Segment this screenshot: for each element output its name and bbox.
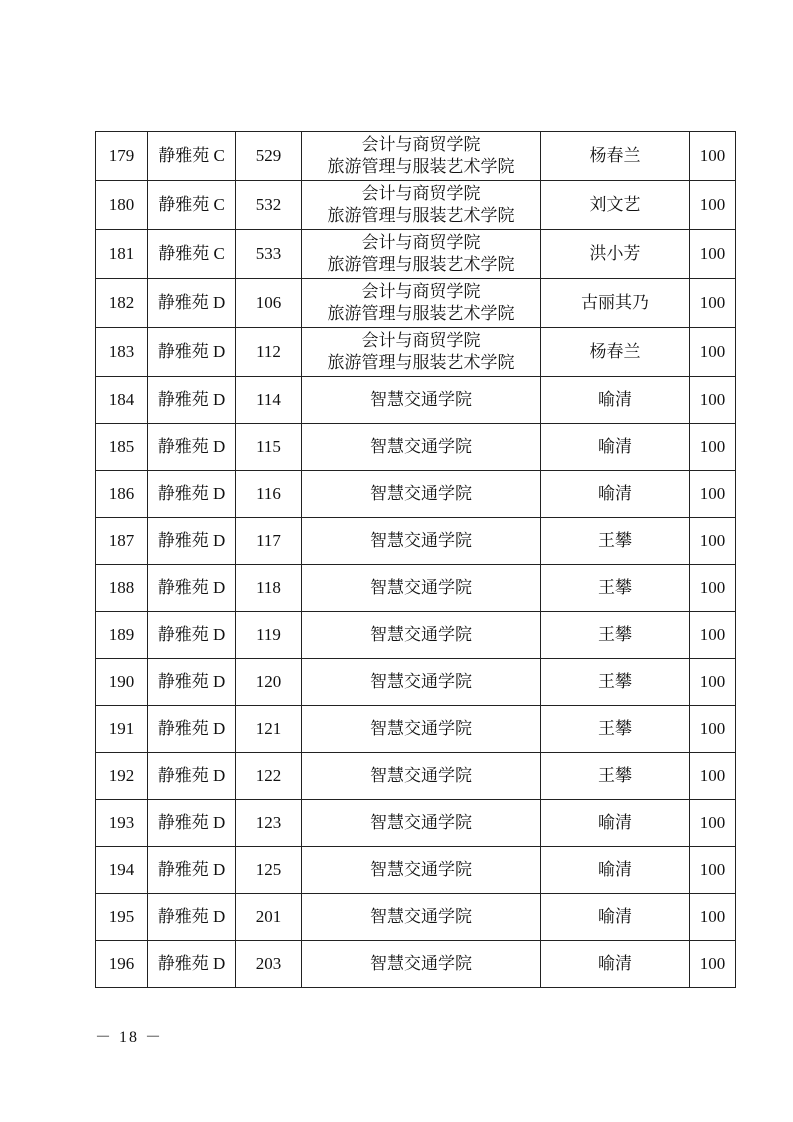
no-cell: 182 <box>96 279 148 328</box>
college-cell <box>302 612 541 659</box>
table-row <box>96 706 736 753</box>
room-cell: 115 <box>236 424 302 471</box>
person-cell: 古丽其乃 <box>541 279 690 328</box>
college-cell <box>302 230 541 279</box>
college-line: 会计与商贸学院 <box>361 135 481 154</box>
score-cell: 100 <box>690 753 736 800</box>
no-cell: 183 <box>96 328 148 377</box>
no-cell: 193 <box>96 800 148 847</box>
table-row <box>96 894 736 941</box>
no-cell: 191 <box>96 706 148 753</box>
person-cell: 喻清 <box>541 424 690 471</box>
college-line: 智慧交通学院 <box>370 860 472 879</box>
table-row <box>96 800 736 847</box>
building-cell: 静雅苑 C <box>148 230 236 279</box>
college-line: 智慧交通学院 <box>370 813 472 832</box>
college-line: 旅游管理与服装艺术学院 <box>327 255 515 274</box>
college-cell <box>302 279 541 328</box>
person-cell: 王攀 <box>541 659 690 706</box>
building-cell: 静雅苑 C <box>148 181 236 230</box>
score-cell: 100 <box>690 230 736 279</box>
college-line: 智慧交通学院 <box>370 531 472 550</box>
score-cell: 100 <box>690 800 736 847</box>
score-cell: 100 <box>690 181 736 230</box>
table-row <box>96 328 736 377</box>
college-line: 旅游管理与服装艺术学院 <box>327 353 515 372</box>
building-cell: 静雅苑 D <box>148 471 236 518</box>
building-cell: 静雅苑 D <box>148 753 236 800</box>
building-cell: 静雅苑 D <box>148 894 236 941</box>
no-cell: 187 <box>96 518 148 565</box>
table-row <box>96 565 736 612</box>
table-row <box>96 230 736 279</box>
college-line: 会计与商贸学院 <box>361 282 481 301</box>
score-cell: 100 <box>690 471 736 518</box>
table-row <box>96 181 736 230</box>
room-cell: 112 <box>236 328 302 377</box>
person-cell: 洪小芳 <box>541 230 690 279</box>
score-cell: 100 <box>690 518 736 565</box>
person-cell: 王攀 <box>541 706 690 753</box>
no-cell: 189 <box>96 612 148 659</box>
score-cell: 100 <box>690 659 736 706</box>
room-cell: 117 <box>236 518 302 565</box>
table-row <box>96 659 736 706</box>
person-cell: 喻清 <box>541 471 690 518</box>
building-cell: 静雅苑 D <box>148 424 236 471</box>
table-row <box>96 612 736 659</box>
person-cell: 王攀 <box>541 753 690 800</box>
score-cell: 100 <box>690 132 736 181</box>
building-cell: 静雅苑 D <box>148 612 236 659</box>
room-cell: 203 <box>236 941 302 988</box>
score-cell: 100 <box>690 377 736 424</box>
person-cell: 王攀 <box>541 565 690 612</box>
college-line: 会计与商贸学院 <box>361 233 481 252</box>
room-cell: 116 <box>236 471 302 518</box>
college-cell <box>302 753 541 800</box>
person-cell: 杨春兰 <box>541 328 690 377</box>
college-line: 智慧交通学院 <box>370 672 472 691</box>
room-cell: 532 <box>236 181 302 230</box>
score-cell: 100 <box>690 847 736 894</box>
person-cell: 喻清 <box>541 800 690 847</box>
college-line: 智慧交通学院 <box>370 954 472 973</box>
college-line: 智慧交通学院 <box>370 907 472 926</box>
person-cell: 杨春兰 <box>541 132 690 181</box>
table-row <box>96 941 736 988</box>
college-cell <box>302 518 541 565</box>
college-cell <box>302 894 541 941</box>
score-cell: 100 <box>690 424 736 471</box>
no-cell: 192 <box>96 753 148 800</box>
table-row <box>96 471 736 518</box>
person-cell: 王攀 <box>541 612 690 659</box>
college-line: 智慧交通学院 <box>370 766 472 785</box>
room-cell: 118 <box>236 565 302 612</box>
college-line: 智慧交通学院 <box>370 719 472 738</box>
building-cell: 静雅苑 D <box>148 659 236 706</box>
building-cell: 静雅苑 D <box>148 518 236 565</box>
person-cell: 喻清 <box>541 377 690 424</box>
college-cell <box>302 659 541 706</box>
no-cell: 184 <box>96 377 148 424</box>
table-row <box>96 279 736 328</box>
table-row <box>96 518 736 565</box>
building-cell: 静雅苑 D <box>148 941 236 988</box>
college-cell <box>302 941 541 988</box>
no-cell: 181 <box>96 230 148 279</box>
no-cell: 188 <box>96 565 148 612</box>
page-number: － 18 － <box>95 1029 164 1046</box>
room-cell: 125 <box>236 847 302 894</box>
dormitory-score-table <box>95 131 736 988</box>
score-cell: 100 <box>690 565 736 612</box>
score-cell: 100 <box>690 941 736 988</box>
score-cell: 100 <box>690 706 736 753</box>
college-line: 旅游管理与服装艺术学院 <box>327 157 515 176</box>
room-cell: 106 <box>236 279 302 328</box>
college-line: 旅游管理与服装艺术学院 <box>327 304 515 323</box>
table-row <box>96 424 736 471</box>
room-cell: 122 <box>236 753 302 800</box>
no-cell: 186 <box>96 471 148 518</box>
room-cell: 114 <box>236 377 302 424</box>
room-cell: 120 <box>236 659 302 706</box>
building-cell: 静雅苑 D <box>148 328 236 377</box>
college-line: 会计与商贸学院 <box>361 331 481 350</box>
building-cell: 静雅苑 D <box>148 800 236 847</box>
no-cell: 185 <box>96 424 148 471</box>
college-cell <box>302 565 541 612</box>
table-body <box>96 132 736 988</box>
building-cell: 静雅苑 C <box>148 132 236 181</box>
person-cell: 喻清 <box>541 894 690 941</box>
college-line: 会计与商贸学院 <box>361 184 481 203</box>
college-cell <box>302 328 541 377</box>
college-cell <box>302 132 541 181</box>
college-cell <box>302 847 541 894</box>
college-line: 旅游管理与服装艺术学院 <box>327 206 515 225</box>
table-row <box>96 377 736 424</box>
score-cell: 100 <box>690 328 736 377</box>
building-cell: 静雅苑 D <box>148 279 236 328</box>
college-line: 智慧交通学院 <box>370 484 472 503</box>
room-cell: 529 <box>236 132 302 181</box>
score-cell: 100 <box>690 279 736 328</box>
no-cell: 190 <box>96 659 148 706</box>
person-cell: 喻清 <box>541 847 690 894</box>
no-cell: 179 <box>96 132 148 181</box>
college-cell <box>302 181 541 230</box>
building-cell: 静雅苑 D <box>148 706 236 753</box>
room-cell: 533 <box>236 230 302 279</box>
college-cell <box>302 377 541 424</box>
room-cell: 121 <box>236 706 302 753</box>
score-cell: 100 <box>690 612 736 659</box>
person-cell: 刘文艺 <box>541 181 690 230</box>
no-cell: 180 <box>96 181 148 230</box>
table-row <box>96 847 736 894</box>
college-cell <box>302 706 541 753</box>
room-cell: 201 <box>236 894 302 941</box>
no-cell: 195 <box>96 894 148 941</box>
table-row <box>96 132 736 181</box>
college-line: 智慧交通学院 <box>370 437 472 456</box>
table-row <box>96 753 736 800</box>
score-cell: 100 <box>690 894 736 941</box>
room-cell: 119 <box>236 612 302 659</box>
person-cell: 喻清 <box>541 941 690 988</box>
person-cell: 王攀 <box>541 518 690 565</box>
no-cell: 196 <box>96 941 148 988</box>
college-line: 智慧交通学院 <box>370 390 472 409</box>
college-cell <box>302 424 541 471</box>
room-cell: 123 <box>236 800 302 847</box>
building-cell: 静雅苑 D <box>148 847 236 894</box>
college-cell <box>302 800 541 847</box>
dormitory-score-table-container <box>95 131 735 988</box>
college-line: 智慧交通学院 <box>370 578 472 597</box>
building-cell: 静雅苑 D <box>148 377 236 424</box>
no-cell: 194 <box>96 847 148 894</box>
building-cell: 静雅苑 D <box>148 565 236 612</box>
college-line: 智慧交通学院 <box>370 625 472 644</box>
college-cell <box>302 471 541 518</box>
